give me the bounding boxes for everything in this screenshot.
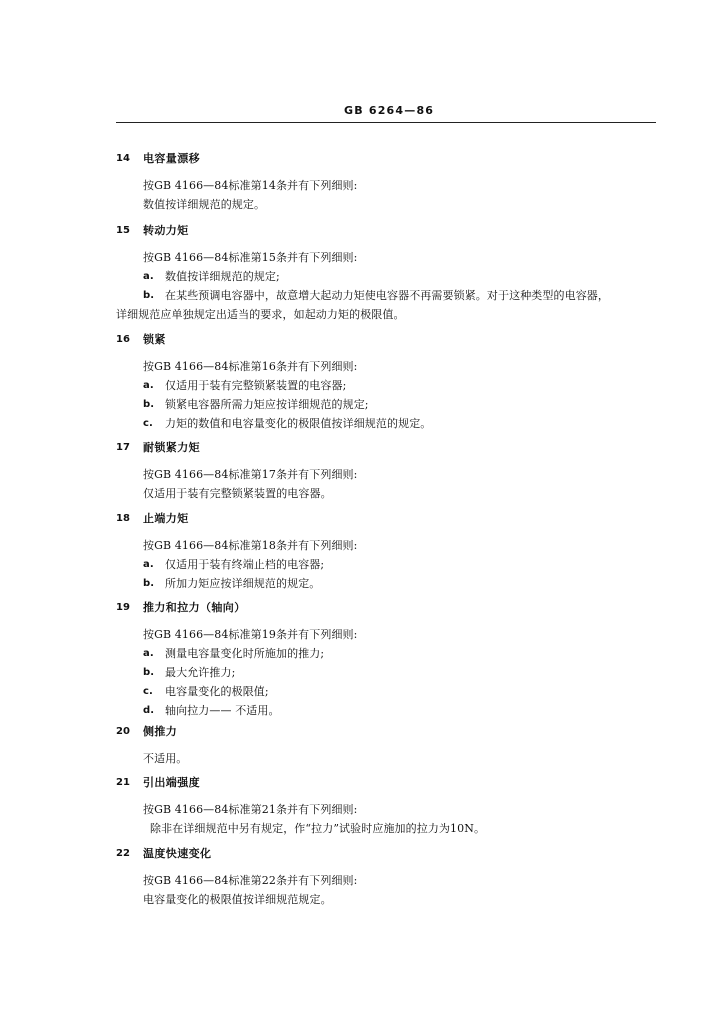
section-heading: [116, 598, 676, 616]
list-item: [116, 663, 676, 682]
section-21: [116, 773, 676, 838]
section-title: 转动力矩: [143, 224, 189, 237]
list-item: [116, 682, 676, 701]
section-heading: [116, 844, 676, 862]
section-heading: [116, 722, 676, 740]
paragraph-line: 按GB 4166—84标准第15条并有下列细则:: [143, 251, 358, 264]
list-marker: a.: [143, 271, 154, 282]
list-marker: d.: [143, 705, 155, 716]
paragraph-line: 按GB 4166—84标准第19条并有下列细则:: [143, 628, 358, 641]
list-text: 测量电容量变化时所施加的推力;: [165, 647, 325, 660]
list-text: 力矩的数值和电容量变化的极限值按详细规范的规定。: [165, 417, 432, 430]
section-heading: [116, 221, 676, 239]
list-text: 在某些预调电容器中，故意增大起动力矩使电容器不再需要锁紧。对于这种类型的电容器，: [165, 289, 609, 302]
list-text: 轴向拉力—— 不适用。: [165, 704, 280, 717]
list-text: 所加力矩应按详细规范的规定。: [165, 577, 321, 590]
list-marker: b.: [143, 667, 155, 678]
list-item: [116, 414, 676, 433]
section-number: 14: [116, 152, 130, 164]
section-number: 16: [116, 333, 130, 345]
paragraph-line: 按GB 4166—84标准第16条并有下列细则:: [143, 360, 358, 373]
list-item: [116, 555, 676, 574]
list-item: [116, 574, 676, 593]
section-16: [116, 330, 676, 433]
page-header: [0, 104, 724, 124]
section-22: [116, 844, 676, 909]
paragraph-line: 按GB 4166—84标准第21条并有下列细则:: [143, 803, 358, 816]
list-text: 仅适用于装有完整锁紧装置的电容器;: [165, 379, 347, 392]
list-item: [116, 376, 676, 395]
paragraph-line: 按GB 4166—84标准第14条并有下列细则:: [143, 179, 358, 192]
section-heading: [116, 438, 676, 456]
list-marker: c.: [143, 686, 153, 697]
section-title: 引出端强度: [143, 776, 200, 789]
section-heading: [116, 509, 676, 527]
list-marker: b.: [143, 399, 155, 410]
section-number: 17: [116, 441, 130, 453]
list-marker: c.: [143, 418, 153, 429]
paragraph-line: 除非在详细规范中另有规定，作“拉力”试验时应施加的拉力为10N。: [150, 822, 486, 835]
paragraph-line: 电容量变化的极限值按详细规范规定。: [143, 893, 332, 906]
section-title: 侧推力: [143, 725, 178, 738]
list-item: [116, 701, 676, 720]
section-number: 22: [116, 847, 130, 859]
list-item: [116, 286, 676, 305]
section-14: [116, 149, 676, 214]
header-rule: [116, 122, 656, 123]
paragraph-line: 仅适用于装有完整锁紧装置的电容器。: [143, 487, 332, 500]
section-15: [116, 221, 676, 324]
list-marker: a.: [143, 380, 154, 391]
list-item: [116, 395, 676, 414]
list-marker: b.: [143, 290, 155, 301]
paragraph-line: 按GB 4166—84标准第17条并有下列细则:: [143, 468, 358, 481]
section-number: 21: [116, 776, 130, 788]
list-marker: a.: [143, 559, 154, 570]
section-20: [116, 722, 676, 768]
section-heading: [116, 773, 676, 791]
section-heading: [116, 330, 676, 348]
section-number: 19: [116, 601, 130, 613]
paragraph-line: 数值按详细规范的规定。: [143, 198, 266, 211]
list-text: 锁紧电容器所需力矩应按详细规范的规定;: [165, 398, 369, 411]
section-title: 锁紧: [143, 333, 166, 346]
section-heading: [116, 149, 676, 167]
section-number: 20: [116, 725, 130, 737]
paragraph-line: 按GB 4166—84标准第18条并有下列细则:: [143, 539, 358, 552]
list-item: [116, 267, 676, 286]
list-text: 电容量变化的极限值;: [165, 685, 269, 698]
section-title: 温度快速变化: [143, 847, 212, 860]
section-17: [116, 438, 676, 503]
list-marker: a.: [143, 648, 154, 659]
standard-code: GB 6264—86: [344, 104, 435, 117]
section-title: 电容量漂移: [143, 152, 200, 165]
section-19: [116, 598, 676, 720]
list-text: 仅适用于装有终端止档的电容器;: [165, 558, 325, 571]
list-item: [116, 644, 676, 663]
section-title: 耐锁紧力矩: [143, 441, 200, 454]
paragraph-line: 不适用。: [143, 752, 188, 765]
section-title: 推力和拉力（轴向）: [143, 601, 246, 614]
list-text: 数值按详细规范的规定;: [165, 270, 280, 283]
list-marker: b.: [143, 578, 155, 589]
paragraph-line: 按GB 4166—84标准第22条并有下列细则:: [143, 874, 358, 887]
list-text: 最大允许推力;: [165, 666, 236, 679]
section-18: [116, 509, 676, 593]
section-number: 18: [116, 512, 130, 524]
section-title: 止端力矩: [143, 512, 189, 525]
paragraph-continuation: 详细规范应单独规定出适当的要求，如起动力矩的极限值。: [116, 308, 405, 321]
section-number: 15: [116, 224, 130, 236]
